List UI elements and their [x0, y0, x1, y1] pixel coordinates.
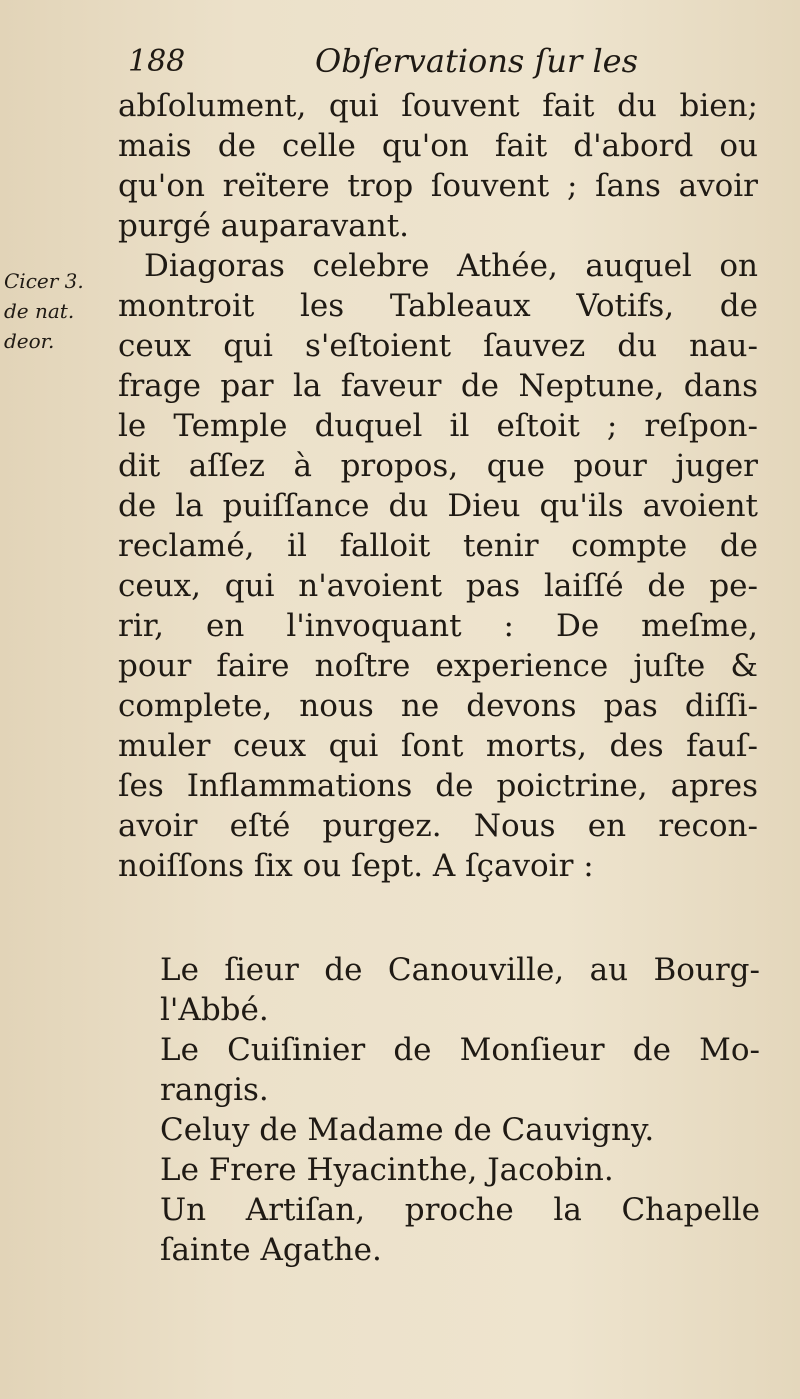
running-title: Obſervations ſur les: [315, 42, 639, 80]
text-line: muler ceux qui ſont morts, des fauſ-: [118, 728, 758, 764]
list-line: ſainte Agathe.: [160, 1232, 382, 1268]
text-line: montroit les Tableaux Votifs, de: [118, 288, 758, 324]
page-header: [110, 40, 760, 90]
text-line: complete, nous ne devons pas diſſi-: [118, 688, 758, 724]
text-line: ceux, qui n'avoient pas laiſſé de pe-: [118, 568, 758, 604]
text-line: ceux qui s'eſtoient ſauvez du nau-: [118, 328, 758, 364]
page-number: 188: [128, 44, 186, 79]
text-line: abſolument, qui ſouvent fait du bien;: [118, 88, 758, 124]
text-line: reclamé, il falloit tenir compte de: [118, 528, 758, 564]
list-line: Le Cuiſinier de Monſieur de Mo-: [160, 1032, 760, 1068]
text-line: purgé auparavant.: [118, 208, 410, 244]
body-text: [118, 86, 758, 886]
text-line: de la puiſſance du Dieu qu'ils avoient: [118, 488, 758, 524]
list-line: rangis.: [160, 1072, 269, 1108]
list-line: Celuy de Madame de Cauvigny.: [160, 1112, 655, 1148]
text-line: avoir eſté purgez. Nous en recon-: [118, 808, 758, 844]
list-line: Un Artiſan, proche la Chapelle: [160, 1192, 760, 1228]
text-line: rir, en l'invoquant : De meſme,: [118, 608, 758, 644]
text-line: ſes Inflammations de poictrine, apres: [118, 768, 758, 804]
list-line: l'Abbé.: [160, 992, 269, 1028]
text-line: Diagoras celebre Athée, auquel on: [144, 248, 758, 284]
list-of-cases: [160, 950, 760, 1270]
margin-note: de nat.: [4, 299, 75, 323]
text-line: qu'on reïtere trop ſouvent ; ſans avoir: [118, 168, 758, 204]
list-line: Le ſieur de Canouville, au Bourg-: [160, 952, 760, 988]
text-line: frage par la faveur de Neptune, dans: [118, 368, 758, 404]
margin-notes: [4, 266, 114, 356]
text-line: noiſſons ſix ou ſept. A ſçavoir :: [118, 848, 594, 884]
margin-note: deor.: [4, 329, 55, 353]
text-line: pour faire noſtre experience juſte &: [118, 648, 758, 684]
margin-note: Cicer 3.: [4, 269, 84, 293]
text-line: le Temple duquel il eſtoit ; reſpon-: [118, 408, 758, 444]
list-line: Le Frere Hyacinthe, Jacobin.: [160, 1152, 614, 1188]
text-line: dit aſſez à propos, que pour juger: [118, 448, 758, 484]
text-line: mais de celle qu'on fait d'abord ou: [118, 128, 758, 164]
